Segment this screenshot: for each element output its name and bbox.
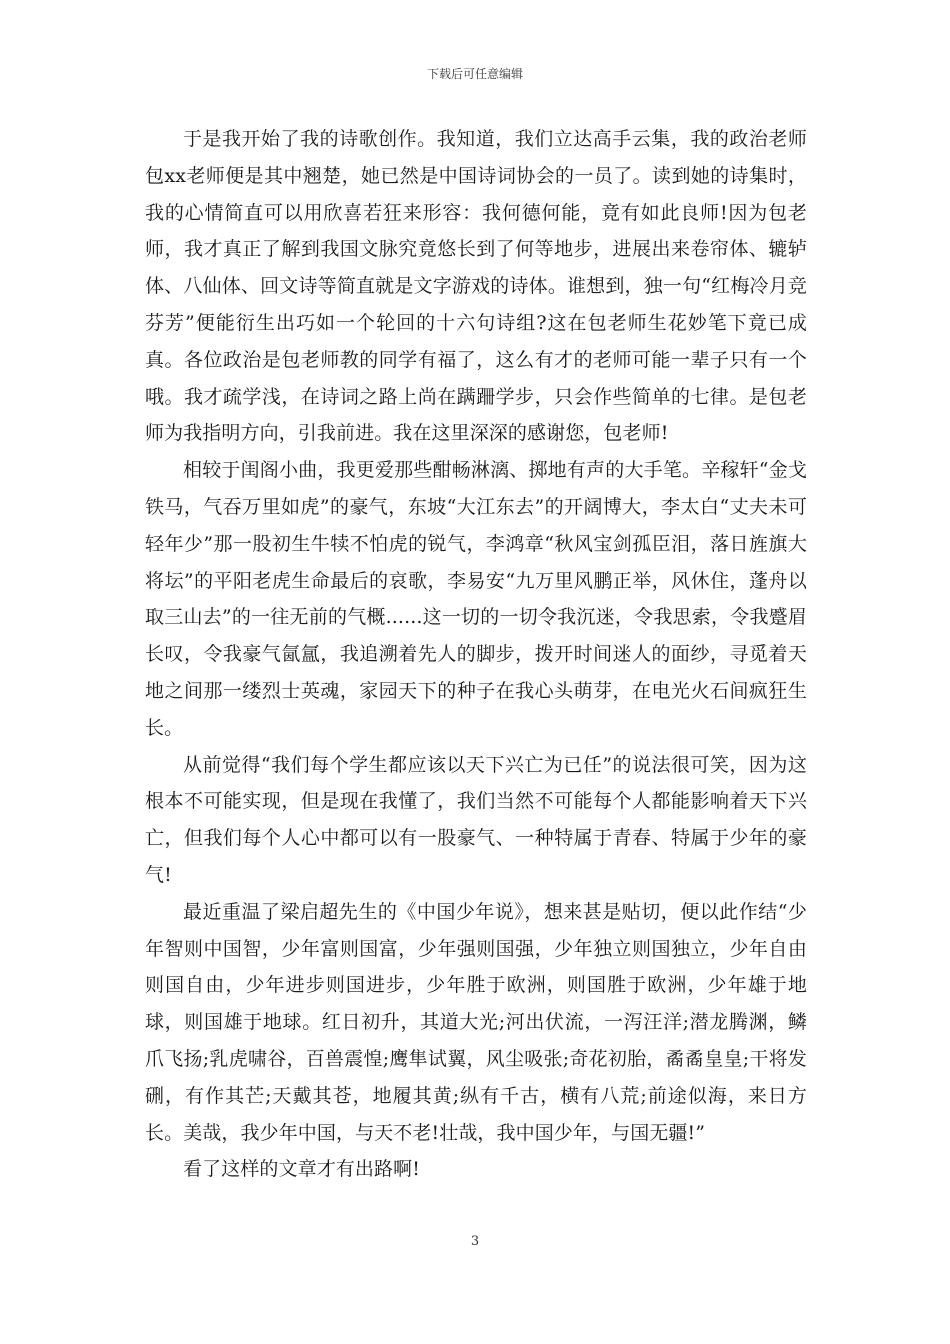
paragraph-poetry-creation: 于是我开始了我的诗歌创作。我知道，我们立达高手云集，我的政治老师包xx老师便是其中翘楚，她已然是中国诗词协会的一员了。读到她的诗集时，我的心情简直可以用欣喜若狂来形容：我何德何能，竟有如此良师!因为包老师，我才真正了解到我国文脉究竟悠长到了何等地步，进展出来卷帘体、辘轳体、八仙体、回文诗等简直就是文字游戏的诗体。谁想到，独一句“红梅冷月竞芬芳”便能衍生出巧如一个轮回的十六句诗组?这在包老师生花妙笔下竟已成真。各位政治是包老师教的同学有福了，这么有才的老师可能一辈子只有一个哦。我才疏学浅，在诗词之路上尚在蹒跚学步，只会作些简单的七律。是包老师为我指明方向，引我前进。我在这里深深的感谢您，包老师! (145, 128, 807, 445)
paragraph-bold-verse: 相较于闺阁小曲，我更爱那些酣畅淋漓、掷地有声的大手笔。辛稼轩“金戈铁马，气吞万里如虎”的豪气，东坡“大江东去”的开阔博大，李太白“丈夫未可轻年少”那一股初生牛犊不怕虎的锐气，李鸿章“秋风宝剑孤臣泪，落日旌旗大将坛”的平阳老虎生命最后的哀歌，李易安“九万里风鹏正举，风休住，蓬舟以取三山去”的一往无前的气概......这一切的一切令我沉迷，令我思索，令我蹙眉长叹，令我豪气氤氲，我追溯着先人的脚步，拨开时间迷人的面纱，寻觅着天地之间那一缕烈士英魂，家园天下的种子在我心头萌芽，在电光火石间疯狂生长。 (145, 459, 807, 739)
document-body (145, 121, 807, 1188)
page-header: 下载后可任意编辑 (426, 67, 523, 81)
paragraph-closing: 看了这样的文章才有出路啊! (183, 1158, 420, 1181)
paragraph-young-china-quote: 最近重温了梁启超先生的《中国少年说》，想来甚是贴切，便以此作结“少年智则中国智，少年富则国富，少年强则国强，少年独立则国独立，少年自由则国自由，少年进步则国进步，少年胜于欧洲，则国胜于欧洲，少年雄于地球，则国雄于地球。红日初升，其道大光;河出伏流，一泻汪洋;潜龙腾渊，鳞爪飞扬;乳虎啸谷，百兽震惶;鹰隼试翼，风尘吸张;奇花初胎，矞矞皇皇;干将发硎，有作其芒;天戴其苍，地履其黄;纵有千古，横有八荒;前途似海，来日方长。美哉，我少年中国，与天不老!壮哉，我中国少年，与国无疆!” (145, 900, 807, 1144)
paragraph-youthful-spirit: 从前觉得“我们每个学生都应该以天下兴亡为已任”的说法很可笑，因为这根本不可能实现，但是现在我懂了，我们当然不可能每个人都能影响着天下兴亡，但我们每个人心中都可以有一股豪气、一种特属于青春、特属于少年的豪气! (145, 753, 807, 886)
page-number: 3 (470, 1234, 480, 1249)
